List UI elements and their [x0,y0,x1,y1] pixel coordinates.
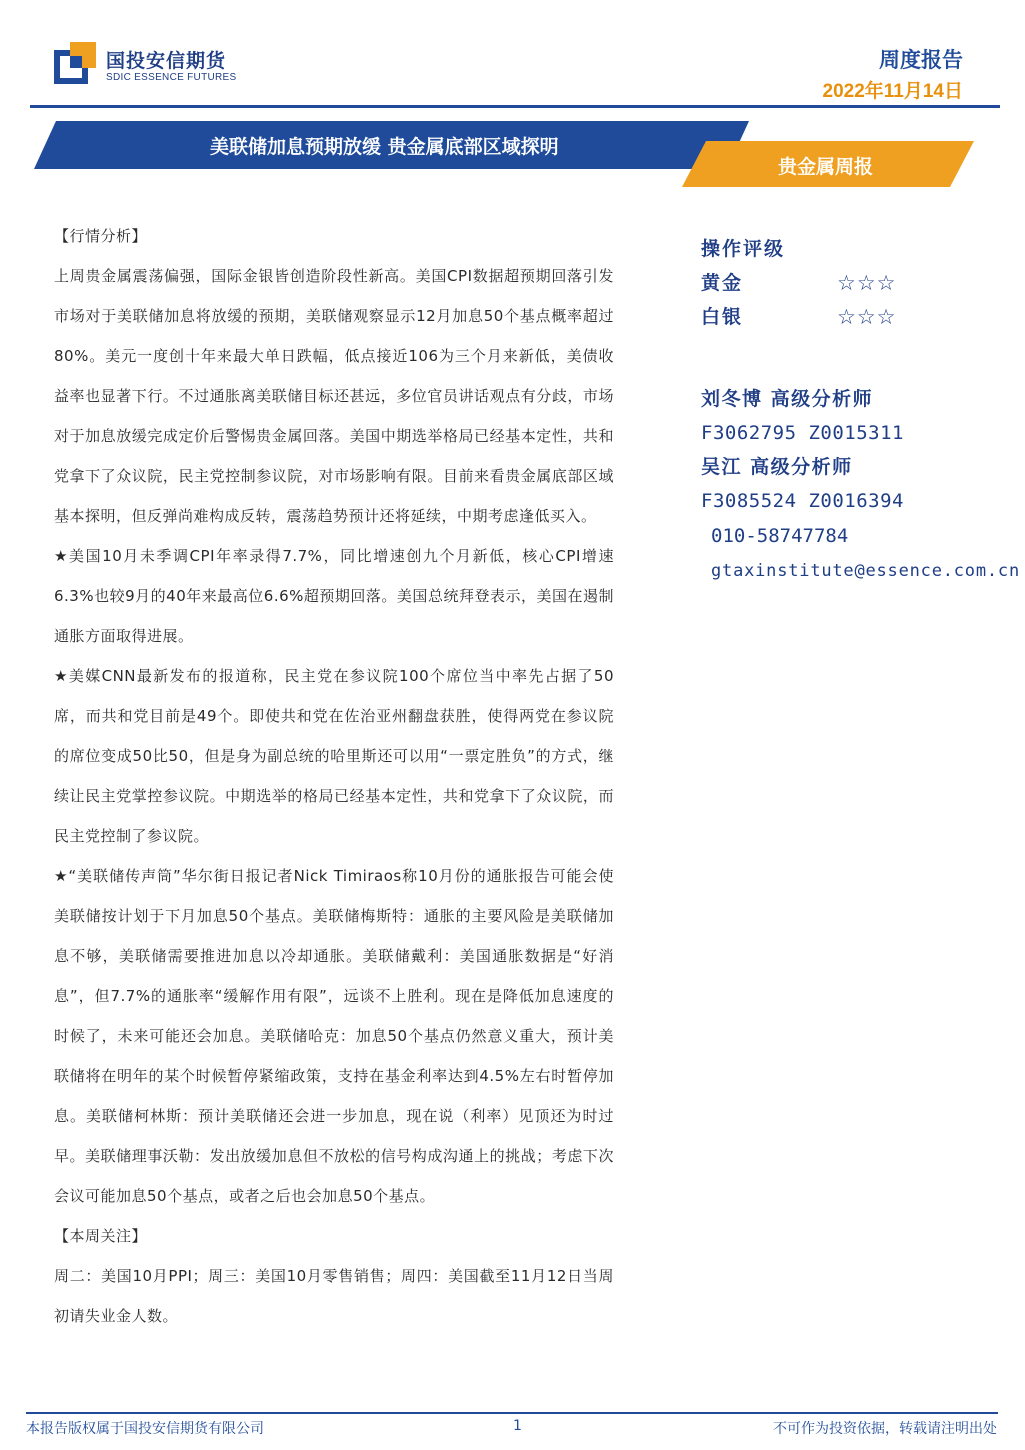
heading-market-analysis: 【行情分析】 [54,227,148,245]
report-type: 周度报告 [879,48,963,72]
rating-title: 操作评级 [701,238,786,260]
analyst-name: 吴江 高级分析师 [701,456,853,478]
paragraph-market-summary: 上周贵金属震荡偏强，国际金银皆创造阶段性新高。美国CPI数据超预期回落引发市场对于美联储加息将放缓的预期，美联储观察显示12月加息50个基点概率超过80%。美元一度创十年来最大单日跌幅，低点接近106为三个月来新低，美债收益率也显著下行。不过通胀离美联储目标还甚远，多位官员讲话观点有分歧，市场对于加息放缓完成定价后警惕贵金属回落。美国中期选举格局已经基本定性，共和党拿下了众议院，民主党控制参议院，对市场影响有限。目前来看贵金属底部区域基本探明，但反弹尚难构成反转，震荡趋势预计还将延续，中期考虑逢低买入。 [54,267,614,525]
footer-copyright: 本报告版权属于国投安信期货有限公司 [26,1421,264,1437]
report-date: 2022年11月14日 [822,81,963,102]
rating-row-silver [701,300,1025,334]
analyst-block [701,382,1025,588]
report-title: 美联储加息预期放缓 贵金属底部区域探明 [210,136,559,158]
logo-text-cn: 国投安信期货 [106,50,227,72]
analyst-license: F3062795 Z0015311 [701,422,904,444]
contact-email-link[interactable]: gtaxinstitute@essence.com.cn [711,561,1020,581]
sidebar [701,232,1025,588]
footer-disclaimer: 不可作为投资依据，转载请注明出处 [773,1421,997,1437]
star-rating-icon: ☆☆☆ [837,271,897,295]
paragraph-week-calendar: 周二：美国10月PPI；周三：美国10月零售销售；周四：美国截至11月12日当周初请失业金人数。 [54,1267,614,1325]
paragraph-fed-speakers: ★“美联储传声筒”华尔街日报记者Nick Timiraos称10月份的通胀报告可能会使美联储按计划于下月加息50个基点。美联储梅斯特：通胀的主要风险是美联储加息不够，美联储需要推进加息以冷却通胀。美联储戴利：美国通胀数据是“好消息”，但7.7%的通胀率“缓解作用有限”，远谈不上胜利。现在是降低加息速度的时候了，未来可能还会加息。美联储哈克：加息50个基点仍然意义重大，预计美联储将在明年的某个时候暂停紧缩政策，支持在基金利率达到4.5%左右时暂停加息。美联储柯林斯：预计美联储还会进一步加息，现在说（利率）见顶还为时过早。美联储理事沃勒：发出放缓加息但不放松的信号构成沟通上的挑战；考虑下次会议可能加息50个基点，或者之后也会加息50个基点。 [54,867,614,1205]
analyst-license: F3085524 Z0016394 [701,490,904,512]
paragraph-cpi: ★美国10月未季调CPI年率录得7.7%，同比增速创九个月新低，核心CPI增速6.3%也较9月的40年来最高位6.6%超预期回落。美国总统拜登表示，美国在遏制通胀方面取得进展。 [54,547,614,645]
paragraph-senate: ★美媒CNN最新发布的报道称，民主党在参议院100个席位当中率先占据了50席，而共和党目前是49个。即使共和党在佐治亚州翻盘获胜，使得两党在参议院的席位变成50比50，但是身为副总统的哈里斯还可以用“一票定胜负”的方式，继续让民主党掌控参议院。中期选举的格局已经基本定性，共和党拿下了众议院，而民主党控制了参议院。 [54,667,614,845]
contact-phone: 010-58747784 [711,525,849,547]
page-number: 1 [513,1418,522,1434]
analyst-name: 刘冬博 高级分析师 [701,388,874,410]
logo-text-en: SDIC ESSENCE FUTURES [106,72,237,83]
company-logo [54,42,237,88]
footer-divider [26,1412,998,1414]
rating-name: 白银 [701,306,744,328]
rating-name: 黄金 [701,272,744,294]
logo-mark-icon [54,42,96,84]
heading-week-watch: 【本周关注】 [54,1227,148,1245]
rating-row-gold [701,266,1025,300]
section-title: 贵金属周报 [778,156,874,178]
header-divider [30,105,1000,108]
star-rating-icon: ☆☆☆ [837,305,897,329]
main-content [54,216,614,1336]
